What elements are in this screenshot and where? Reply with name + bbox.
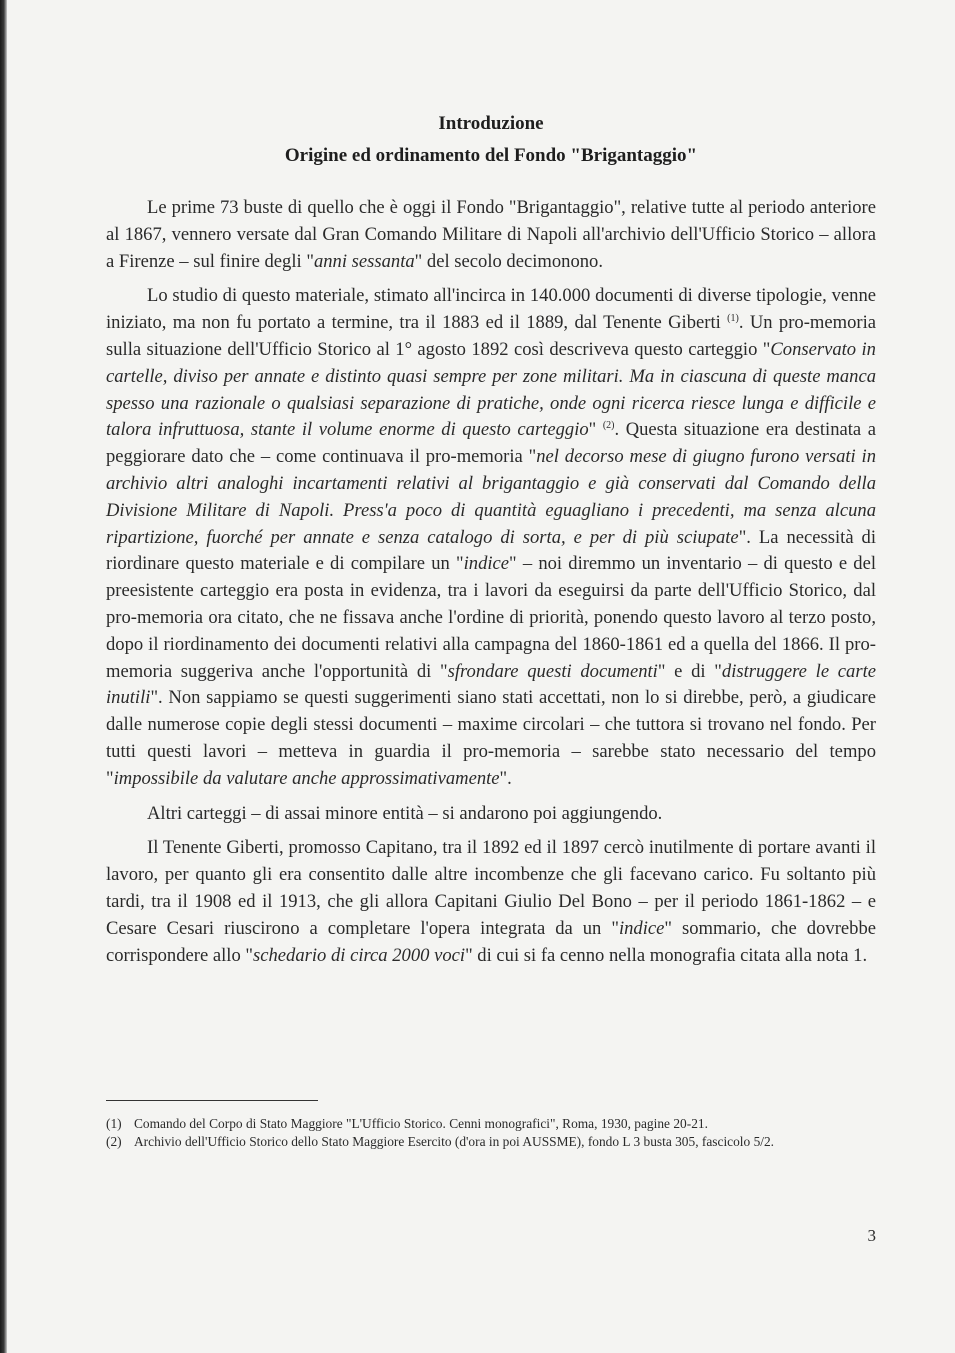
footnote-separator — [106, 1100, 318, 1101]
page-heading: Introduzione — [438, 113, 544, 134]
italic-quote: indice — [618, 917, 665, 939]
text-run: " – noi diremmo un inventario – di questo e del preesistente carteggio era posta in evidenza, tra i lavori da eseguirsi da parte dell'Ufficio Storico, dal pro-memoria ora citato, che ne fissava anche l'ordine di priorità, ponendo questo lavoro al terzo posto, dopo il riordinamento dei documenti relativi alla campagna del 1860-1861 ed a quella del 1866. Il pro-memoria suggeriva anche l'opportunità di " — [106, 553, 876, 682]
text-run: Altri carteggi – di assai minore entità – si andarono poi aggiungendo. — [147, 802, 663, 824]
italic-quote: distruggere le carte inutili — [106, 660, 876, 709]
footnote-text: Archivio dell'Ufficio Storico dello Stato Maggiore Esercito (d'ora in poi AUSSME), fondo L 3 busta 305, fascicolo 5/2. — [134, 1133, 775, 1149]
text-run: " e di " — [657, 660, 722, 682]
text-run: Lo studio di questo materiale, stimato all'incirca in 140.000 documenti di diverse tipologie, venne iniziato, ma non fu portato a termine, tra il 1883 ed il 1889, dal Tenente Giberti — [106, 285, 876, 334]
text-run: " del secolo decimonono. — [414, 250, 603, 272]
text-run: " — [588, 419, 603, 441]
text-run: Le prime 73 buste di quello che è oggi il Fondo "Brigantaggio", relative tutte al periodo anteriore al 1867, vennero versate dal Gran Comando Militare di Napoli all'archivio dell'Ufficio Storico – allora a Firenze – sul finire degli " — [106, 197, 876, 272]
page-subheading: Origine ed ordinamento del Fondo "Brigantaggio" — [284, 145, 698, 166]
footnote-number: (1) — [106, 1116, 122, 1131]
footnote-2 — [106, 1133, 876, 1151]
paragraph — [106, 195, 876, 275]
text-run: ". Non sappiamo se questi suggerimenti siano stati accettati, non lo si direbbe, però, a giudicare dalle numerose copie degli stessi documenti – maxime circolari – che tuttora si trovano nel fondo. Per tutti questi lavori – metteva in guardia il pro-memoria – sarebbe stato necessario del tempo " — [106, 687, 876, 789]
paragraph — [106, 283, 876, 792]
italic-quote: Conservato in cartelle, diviso per annate e distinto quasi sempre per zone militari. Ma in ciascuna di queste manca spesso una razionale o qualsiasi separazione di pratiche, onde ogni ricerca riesce lunga e difficile e talora infruttuosa, stante il volume enorme di questo carteggio — [106, 338, 876, 441]
italic-quote: schedario di circa 2000 voci — [253, 944, 466, 966]
text-run: " sommario, che dovrebbe corrispondere allo " — [106, 917, 876, 966]
text-run: Il Tenente Giberti, promosso Capitano, tra il 1892 ed il 1897 cercò inutilmente di portare avanti il lavoro, per quanto gli era consentito dalle altre incombenze che gli facevano carico. Fu soltanto più tardi, tra il 1908 ed il 1913, che gli allora Capitani Giulio Del Bono – per il periodo 1861-1862 – e Cesare Cesari riuscirono a completare l'opera integrata da un " — [106, 837, 876, 939]
footnote-number: (2) — [106, 1133, 122, 1149]
text-run: " di cui si fa cenno nella monografia citata alla nota 1. — [465, 944, 868, 966]
text-run: . Un pro-memoria sulla situazione dell'Ufficio Storico al 1° agosto 1892 così descriveva questo carteggio " — [106, 312, 876, 360]
paragraph — [106, 835, 876, 969]
binding-edge — [0, 0, 7, 1353]
footnote-reference: (1) — [727, 313, 739, 325]
body-text — [106, 195, 876, 977]
text-run: . Questa situazione era destinata a peggiorare dato che – come continuava il pro-memoria " — [106, 419, 876, 468]
italic-quote: anni sessanta — [313, 250, 415, 272]
paragraph — [106, 801, 876, 828]
footnote-reference: (2) — [602, 420, 615, 432]
italic-quote: nel decorso mese di giugno furono versati in archivio altri analoghi incartamenti relativi al brigantaggio e già conservati dal Comando della Divisione Militare di Napoli. Press'a poco di quantità eguagliano i precedenti, ma senza alcuna ripartizione, fuorché per annate e senza catalogo di sorta, e per di più sciupate — [106, 446, 877, 548]
page-number: 3 — [867, 1226, 876, 1245]
footnotes — [106, 1115, 876, 1150]
footnote-1 — [106, 1115, 876, 1133]
italic-quote: sfrondare questi documenti — [447, 660, 658, 682]
italic-quote: impossibile da valutare anche approssimativamente — [113, 767, 500, 789]
italic-quote: indice — [463, 553, 510, 575]
text-run: ". La necessità di riordinare questo materiale e di compilare un " — [106, 526, 876, 575]
text-run: ". — [499, 767, 512, 789]
footnote-text: Comando del Corpo di Stato Maggiore "L'Ufficio Storico. Cenni monografici", Roma, 1930, pagine 20-21. — [134, 1116, 708, 1131]
